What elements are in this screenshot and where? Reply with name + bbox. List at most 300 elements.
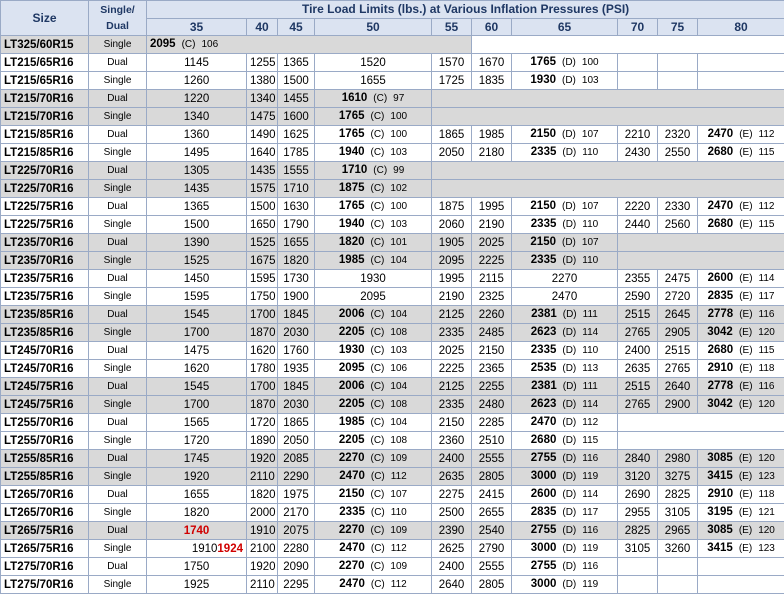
load-number: 2225 [479,255,505,267]
load-number: 2150 [530,128,556,140]
load-number: 1765 [339,110,365,122]
load-value [512,414,618,432]
load-value [432,396,472,414]
load-value [618,270,658,288]
load-number: 2475 [665,273,691,285]
load-number: 1595 [250,273,276,285]
load-value [698,396,784,414]
load-range-grade: (E) [739,273,752,284]
load-number: 2480 [479,399,505,411]
table-row [1,126,784,144]
single-dual-type: Single [89,540,147,558]
load-value [247,576,278,594]
load-range-grade: (D) [562,543,576,554]
load-value [247,468,278,486]
load-number: 1820 [184,507,210,519]
load-number: 2535 [531,362,557,374]
load-value [278,558,315,576]
load-value [432,432,472,450]
load-index: 108 [390,327,407,338]
load-range-grade: (E) [739,291,752,302]
empty-cell [618,576,658,594]
load-number: 2125 [439,309,465,321]
load-value [698,324,784,342]
load-range-grade: (D) [562,471,576,482]
empty-cell [658,558,698,576]
load-value [247,252,278,270]
load-value [147,162,247,180]
load-value [658,486,698,504]
load-number: 2030 [283,399,309,411]
load-number: 2095 [339,362,365,374]
load-value [315,396,432,414]
load-range-grade: (C) [371,525,385,536]
load-value [472,558,512,576]
load-index: 114 [582,399,598,410]
load-value [278,72,315,90]
load-number: 2400 [439,453,465,465]
load-value [618,468,658,486]
load-value [432,252,472,270]
load-range-grade: (D) [562,327,576,338]
load-number: 1620 [250,345,276,357]
single-dual-type: Dual [89,162,147,180]
table-row [1,432,784,450]
load-number: 1365 [283,57,309,69]
load-index: 123 [758,471,775,482]
load-number: 1575 [250,183,276,195]
load-value [247,306,278,324]
load-value [698,198,784,216]
load-number: 2470 [339,542,365,554]
load-number: 2115 [479,273,504,285]
load-number: 2270 [552,273,578,285]
load-number: 1975 [283,489,309,501]
load-value [278,288,315,306]
load-number: 2006 [339,308,365,320]
load-value [618,198,658,216]
load-number: 1985 [479,129,505,141]
load-value [698,504,784,522]
load-number: 1820 [283,255,309,267]
load-value [315,324,432,342]
load-range-grade: (D) [562,435,576,446]
load-number: 2150 [439,417,465,429]
load-value [315,540,432,558]
load-number: 1900 [283,291,309,303]
load-value [698,468,784,486]
load-range-grade: (C) [371,507,385,518]
load-number: 2555 [479,561,505,573]
table-row [1,324,784,342]
single-dual-type: Single [89,396,147,414]
load-value [278,270,315,288]
load-number: 2635 [625,363,651,375]
load-value [315,270,432,288]
load-number: 2270 [339,524,365,536]
load-number: 1700 [250,381,276,393]
single-dual-type: Single [89,216,147,234]
table-row [1,378,784,396]
load-range-grade: (D) [562,129,576,140]
load-number: 2075 [283,525,309,537]
load-value [472,54,512,72]
load-value [247,450,278,468]
load-number: 1985 [339,254,365,266]
load-value [698,522,784,540]
load-number: 3195 [707,506,733,518]
load-value [147,486,247,504]
load-number: 1780 [250,363,276,375]
load-value [315,432,432,450]
load-value [512,396,618,414]
corrected-value: 1924 [217,543,243,555]
load-value [658,342,698,360]
load-value [658,288,698,306]
load-value [247,414,278,432]
load-number: 1720 [250,417,276,429]
load-number: 1525 [184,255,210,267]
load-index: 116 [582,453,598,464]
load-value [512,72,618,90]
load-number: 1710 [342,164,368,176]
tire-size: LT255/85R16 [1,450,89,468]
load-value [472,198,512,216]
load-value [247,288,278,306]
load-range-grade: (C) [371,327,385,338]
load-value [512,342,618,360]
load-number: 2470 [552,291,578,303]
load-value [472,72,512,90]
load-number: 2440 [625,219,651,231]
load-range-grade: (D) [562,57,576,68]
load-range-grade: (C) [371,489,385,500]
load-number: 2290 [283,471,309,483]
table-title: Tire Load Limits (lbs.) at Various Inflation Pressures (PSI) [147,1,784,19]
load-value [278,540,315,558]
load-number: 2295 [283,579,309,591]
load-value [315,252,432,270]
load-value [698,360,784,378]
load-range-grade: (E) [739,129,752,140]
load-value [147,306,247,324]
load-index: 114 [759,273,775,284]
load-index: 110 [582,219,598,230]
load-number: 1625 [283,129,309,141]
single-dual-type: Single [89,432,147,450]
load-number: 2835 [531,506,557,518]
load-number: 2280 [283,543,309,555]
load-value [247,540,278,558]
load-number: 2623 [531,398,557,410]
table-row [1,558,784,576]
psi-header-35: 35 [147,18,247,36]
load-number: 3085 [707,452,733,464]
single-dual-type: Dual [89,342,147,360]
load-number: 2470 [339,470,365,482]
load-value [278,450,315,468]
table-row [1,144,784,162]
tire-size: LT245/75R16 [1,378,89,396]
load-value [432,414,472,432]
load-number: 1610 [342,92,368,104]
load-number: 2335 [439,399,465,411]
empty-cell [618,72,658,90]
load-number: 1365 [184,201,210,213]
load-number: 2225 [439,363,465,375]
load-value [512,54,618,72]
psi-header-45: 45 [278,18,315,36]
load-value [472,396,512,414]
load-index: 119 [582,471,598,482]
load-number: 1525 [250,237,276,249]
load-index: 100 [390,111,407,122]
load-value [618,378,658,396]
load-value [315,378,432,396]
load-number: 2560 [665,219,691,231]
load-value [147,54,247,72]
load-value [658,360,698,378]
load-value [278,342,315,360]
psi-header-40: 40 [247,18,278,36]
tire-size: LT215/70R16 [1,90,89,108]
load-value [147,234,247,252]
psi-header-60: 60 [472,18,512,36]
load-number: 1740 [184,525,210,537]
load-number: 1920 [184,471,210,483]
load-value [147,288,247,306]
load-range-grade: (C) [371,381,385,392]
load-value [247,234,278,252]
load-value [698,288,784,306]
table-body [1,36,784,594]
load-number: 2515 [625,309,651,321]
load-value [315,342,432,360]
empty-cell [658,576,698,594]
load-number: 1675 [250,255,276,267]
single-dual-type: Dual [89,522,147,540]
load-index: 112 [391,543,407,554]
load-value [512,126,618,144]
load-value [147,216,247,234]
load-number: 2110 [250,579,275,591]
table-row [1,72,784,90]
tire-size: LT215/70R16 [1,108,89,126]
tire-size: LT225/70R16 [1,162,89,180]
load-range-grade: (D) [562,507,576,518]
load-value [512,216,618,234]
load-index: 104 [390,255,407,266]
load-number: 2835 [708,290,734,302]
load-value [472,306,512,324]
load-number: 2600 [708,272,734,284]
load-range-grade: (D) [562,219,576,230]
load-value [147,144,247,162]
load-number: 2415 [479,489,505,501]
load-value [247,216,278,234]
load-number: 1930 [360,273,386,285]
table-row [1,522,784,540]
load-number: 2515 [625,381,651,393]
load-number: 2285 [479,417,505,429]
load-number: 1910 [192,543,218,555]
load-value [147,558,247,576]
load-range-grade: (C) [371,237,385,248]
load-number: 2720 [665,291,691,303]
load-value [147,270,247,288]
load-number: 2360 [439,435,465,447]
table-row [1,396,784,414]
table-row [1,270,784,288]
load-index: 115 [759,345,775,356]
load-number: 1870 [250,399,276,411]
load-number: 2965 [665,525,691,537]
load-value [278,486,315,504]
load-value [618,360,658,378]
load-number: 1305 [184,165,210,177]
load-number: 1380 [250,75,276,87]
load-value [512,504,618,522]
load-value [512,270,618,288]
load-number: 2680 [708,218,734,230]
load-index: 112 [391,471,407,482]
load-index: 99 [393,165,404,176]
load-number: 2905 [665,327,691,339]
load-value [432,540,472,558]
load-range-grade: (C) [371,579,385,590]
load-range-grade: (E) [739,471,752,482]
empty-cell [432,180,784,198]
load-value [472,216,512,234]
load-value [432,288,472,306]
table-row [1,468,784,486]
table-row [1,252,784,270]
single-dual-type: Dual [89,378,147,396]
load-number: 1260 [184,75,210,87]
load-number: 2645 [665,309,691,321]
load-value [147,468,247,486]
load-value [472,450,512,468]
load-number: 1220 [184,93,210,105]
load-value [432,378,472,396]
load-number: 1935 [283,363,309,375]
single-dual-type: Single [89,324,147,342]
load-number: 2050 [283,435,309,447]
single-dual-type: Dual [89,126,147,144]
load-range-grade: (C) [371,399,385,410]
load-value [315,504,432,522]
load-value [247,162,278,180]
load-number: 2330 [665,201,691,213]
load-value [247,90,278,108]
table-row [1,540,784,558]
load-range-grade: (C) [371,345,385,356]
load-number: 2190 [479,219,505,231]
load-value [315,54,432,72]
single-dual-type: Dual [89,450,147,468]
load-range-grade: (E) [739,525,752,536]
load-index: 106 [201,39,218,50]
load-number: 1925 [184,579,210,591]
load-number: 2900 [665,399,691,411]
load-number: 1475 [250,111,276,123]
load-range-grade: (C) [371,561,385,572]
load-number: 3000 [531,470,557,482]
load-number: 1750 [250,291,276,303]
load-value [247,270,278,288]
load-value [432,576,472,594]
load-number: 1750 [184,561,210,573]
single-dual-type: Single [89,468,147,486]
load-number: 2400 [439,561,465,573]
load-number: 3415 [707,470,733,482]
load-value [472,252,512,270]
load-range-grade: (E) [739,327,752,338]
load-value [315,72,432,90]
load-index: 102 [390,183,407,194]
load-value [315,144,432,162]
load-number: 2150 [530,200,556,212]
load-index: 108 [390,399,407,410]
load-range-grade: (C) [371,111,385,122]
load-number: 2335 [339,506,365,518]
load-number: 2006 [339,380,365,392]
load-value [512,198,618,216]
psi-header-70: 70 [618,18,658,36]
load-value [247,360,278,378]
load-value [147,576,247,594]
load-number: 2790 [479,543,505,555]
table-row [1,108,784,126]
load-value [512,378,618,396]
load-number: 1920 [250,561,276,573]
load-number: 1870 [250,327,276,339]
load-index: 109 [390,525,407,536]
load-number: 2260 [479,309,505,321]
load-number: 1435 [184,183,210,195]
table-row [1,414,784,432]
load-value [147,378,247,396]
load-number: 1745 [184,453,210,465]
load-index: 115 [582,435,598,446]
load-value [147,504,247,522]
load-number: 1650 [250,219,276,231]
dual-header-text: Dual [106,20,129,32]
load-value [278,234,315,252]
load-number: 1865 [439,129,465,141]
load-number: 3000 [531,542,557,554]
load-number: 2210 [625,129,651,141]
load-value [472,234,512,252]
load-value [618,126,658,144]
load-value [512,252,618,270]
load-number: 1765 [339,200,365,212]
load-value [698,342,784,360]
table-row [1,198,784,216]
load-number: 1435 [250,165,276,177]
load-number: 1820 [250,489,276,501]
load-index: 110 [391,507,407,518]
load-number: 1930 [339,344,365,356]
load-number: 1875 [439,201,465,213]
load-index: 103 [390,219,407,230]
load-number: 2025 [479,237,505,249]
load-range-grade: (C) [182,39,196,50]
load-value [278,180,315,198]
load-index: 119 [582,543,598,554]
table-row [1,234,784,252]
load-number: 1725 [439,75,465,87]
